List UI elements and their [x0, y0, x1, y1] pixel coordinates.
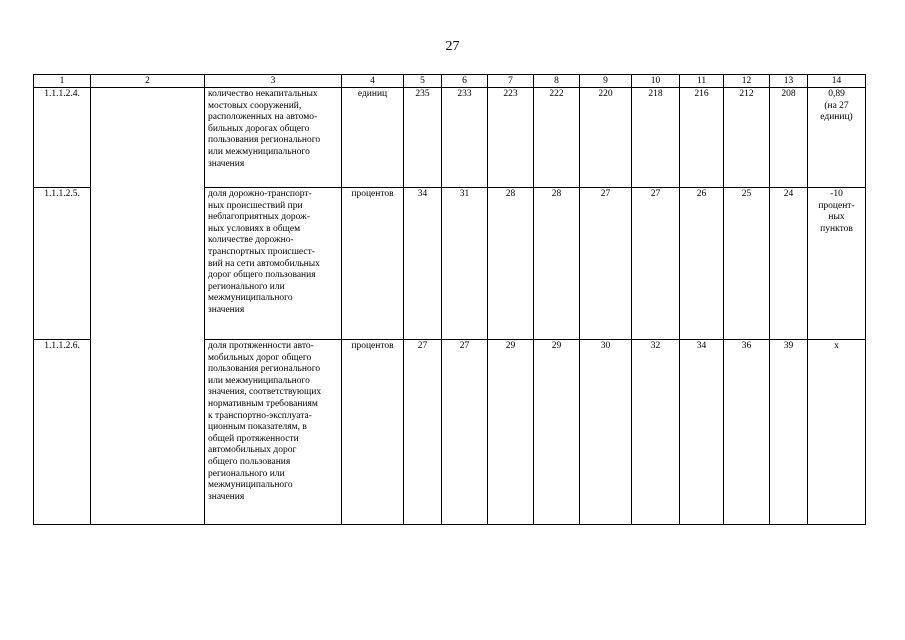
row-value: 28 — [488, 188, 534, 340]
row-description: доля дорожно-транспорт- ных происшествий при неблагоприятных дорож- ных условиях в общем количестве дорожно- транспортных происшест- вий на сети автомобильных дорог общего пользования регионального или межмуниципального значения — [205, 188, 342, 340]
row-value: 27 — [404, 340, 442, 525]
row-value: 25 — [724, 188, 770, 340]
row-value: 34 — [680, 340, 724, 525]
row-note: 0,89 (на 27 единиц) — [808, 88, 866, 188]
row-value: 223 — [488, 88, 534, 188]
row-value: 26 — [680, 188, 724, 340]
row-value: 27 — [442, 340, 488, 525]
row-unit: единиц — [342, 88, 404, 188]
row-note: х — [808, 340, 866, 525]
row-code: 1.1.1.2.5. — [34, 188, 91, 340]
table-row — [34, 88, 866, 188]
row-unit: процентов — [342, 340, 404, 525]
row-value: 29 — [488, 340, 534, 525]
row-value: 28 — [534, 188, 580, 340]
column-header: 5 — [404, 75, 442, 88]
column-header: 12 — [724, 75, 770, 88]
row-value: 24 — [770, 188, 808, 340]
column-header: 4 — [342, 75, 404, 88]
row-value: 39 — [770, 340, 808, 525]
row-value: 235 — [404, 88, 442, 188]
row-value: 212 — [724, 88, 770, 188]
row-value: 27 — [580, 188, 632, 340]
column-header: 1 — [34, 75, 91, 88]
column-header: 13 — [770, 75, 808, 88]
header-row — [34, 75, 866, 88]
row-description: количество некапитальных мостовых сооружений, расположенных на автомо- бильных дорогах общего пользования регионального или межмуниципального значения — [205, 88, 342, 188]
column-header: 6 — [442, 75, 488, 88]
row-value: 27 — [632, 188, 680, 340]
row-note: -10 процент- ных пунктов — [808, 188, 866, 340]
column-header: 3 — [205, 75, 342, 88]
column-header: 11 — [680, 75, 724, 88]
row-value: 32 — [632, 340, 680, 525]
row-value: 30 — [580, 340, 632, 525]
column-header: 7 — [488, 75, 534, 88]
column-header: 10 — [632, 75, 680, 88]
column-header: 8 — [534, 75, 580, 88]
column-header: 9 — [580, 75, 632, 88]
indicators-table — [33, 74, 866, 525]
row-value: 222 — [534, 88, 580, 188]
row-code: 1.1.1.2.4. — [34, 88, 91, 188]
row-value: 220 — [580, 88, 632, 188]
row-value: 208 — [770, 88, 808, 188]
row-value: 216 — [680, 88, 724, 188]
row-value: 29 — [534, 340, 580, 525]
row-value: 34 — [404, 188, 442, 340]
row-value: 31 — [442, 188, 488, 340]
row-description: доля протяженности авто- мобильных дорог общего пользования регионального или межмуниципального значения, соответствующих нормативным требованиям к транспортно-эксплуата- ционным показателям, в общей протяженности автомобильных дорог общего пользования регионального или межмуниципального значения — [205, 340, 342, 525]
column-header: 2 — [91, 75, 205, 88]
row-value: 218 — [632, 88, 680, 188]
column-2-cell — [91, 88, 205, 525]
row-value: 233 — [442, 88, 488, 188]
row-code: 1.1.1.2.6. — [34, 340, 91, 525]
row-unit: процентов — [342, 188, 404, 340]
column-header: 14 — [808, 75, 866, 88]
row-value: 36 — [724, 340, 770, 525]
page-number: 27 — [445, 39, 460, 54]
